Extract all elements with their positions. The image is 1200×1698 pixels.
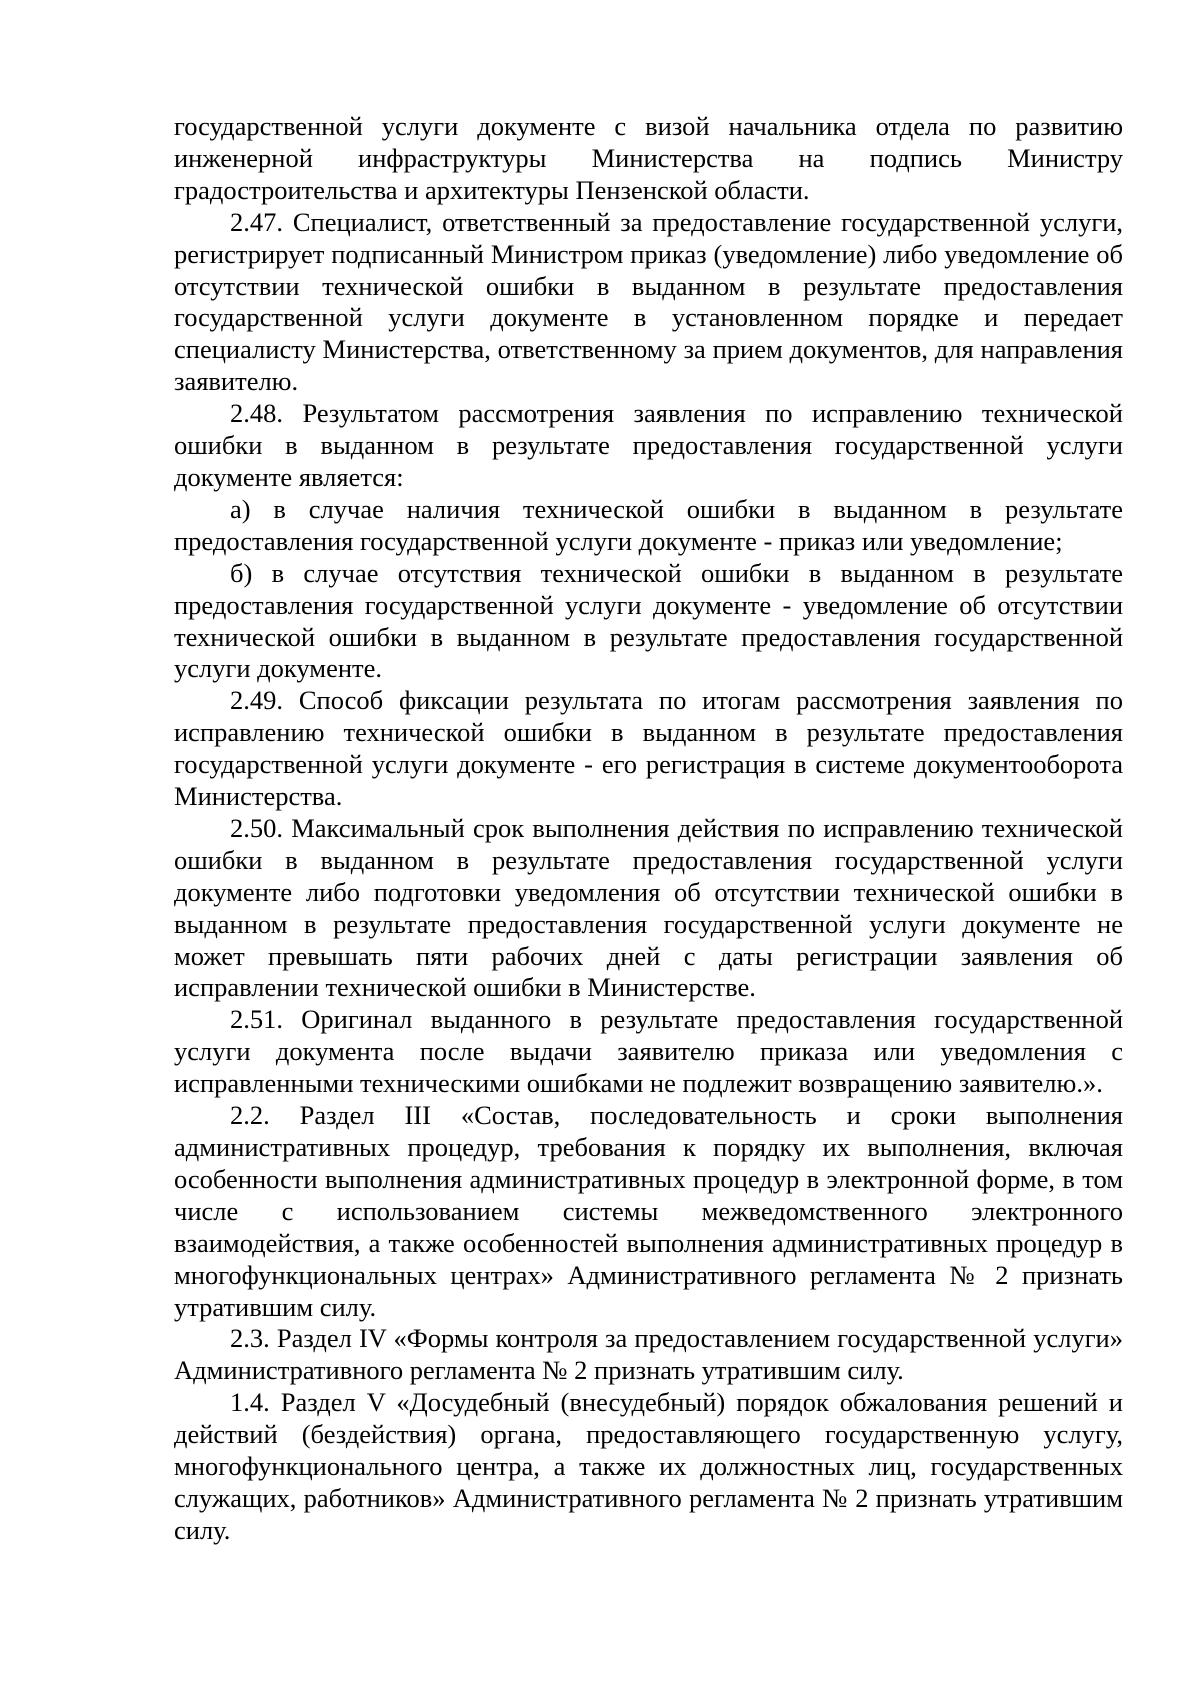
paragraph-2-2: 2.2. Раздел III «Состав, последовательность и сроки выполнения административных процедур, требования к порядку их выполнения, включая особенности выполнения административных процедур в электронной форме, в том числе с использованием системы межведомственного электронного взаимодействия, а также особенностей выполнения административных процедур в многофункциональных центрах» Административного регламента № 2 признать утратившим силу. (174, 1100, 1123, 1322)
document-body (174, 111, 1123, 1547)
paragraph-2-50: 2.50. Максимальный срок выполнения действия по исправлению технической ошибки в выданном в результате предоставления государственной услуги документе либо подготовки уведомления об отсутствии технической ошибки в выданном в результате предоставления государственной услуги документе не может превышать пяти рабочих дней с даты регистрации заявления об исправлении технической ошибки в Министерстве. (174, 812, 1123, 1003)
paragraph-2-47: 2.47. Специалист, ответственный за предоставление государственной услуги, регистрирует подписанный Министром приказ (уведомление) либо уведомление об отсутствии технической ошибки в выданном в результате предоставления государственной услуги документе в установленном порядке и передает специалисту Министерства, ответственному за прием документов, для направления заявителю. (174, 206, 1123, 397)
paragraph-continuation: государственной услуги документе с визой начальника отдела по развитию инженерной инфраструктуры Министерства на подпись Министру градостроительства и архитектуры Пензенской области. (174, 111, 1123, 205)
paragraph-2-3: 2.3. Раздел IV «Формы контроля за предоставлением государственной услуги» Административного регламента № 2 признать утратившим силу. (174, 1323, 1123, 1386)
paragraph-item-b: б) в случае отсутствия технической ошибки в выданном в результате предоставления государственной услуги документе - уведомление об отсутствии технической ошибки в выданном в результате предоставления государственной услуги документе. (174, 557, 1123, 684)
paragraph-2-49: 2.49. Способ фиксации результата по итогам рассмотрения заявления по исправлению технической ошибки в выданном в результате предоставления государственной услуги документе - его регистрация в системе документооборота Министерства. (174, 685, 1123, 812)
paragraph-2-48: 2.48. Результатом рассмотрения заявления по исправлению технической ошибки в выданном в результате предоставления государственной услуги документе является: (174, 398, 1123, 492)
paragraph-1-4: 1.4. Раздел V «Досудебный (внесудебный) порядок обжалования решений и действий (бездействия) органа, предоставляющего государственную услугу, многофункционального центра, а также их должностных лиц, государственных служащих, работников» Административного регламента № 2 признать утратившим силу. (174, 1387, 1123, 1545)
paragraph-item-a: а) в случае наличия технической ошибки в выданном в результате предоставления государственной услуги документе - приказ или уведомление; (174, 493, 1123, 556)
paragraph-2-51: 2.51. Оригинал выданного в результате предоставления государственной услуги документа после выдачи заявителю приказа или уведомления с исправленными техническими ошибками не подлежит возвращению заявителю.». (174, 1004, 1123, 1099)
